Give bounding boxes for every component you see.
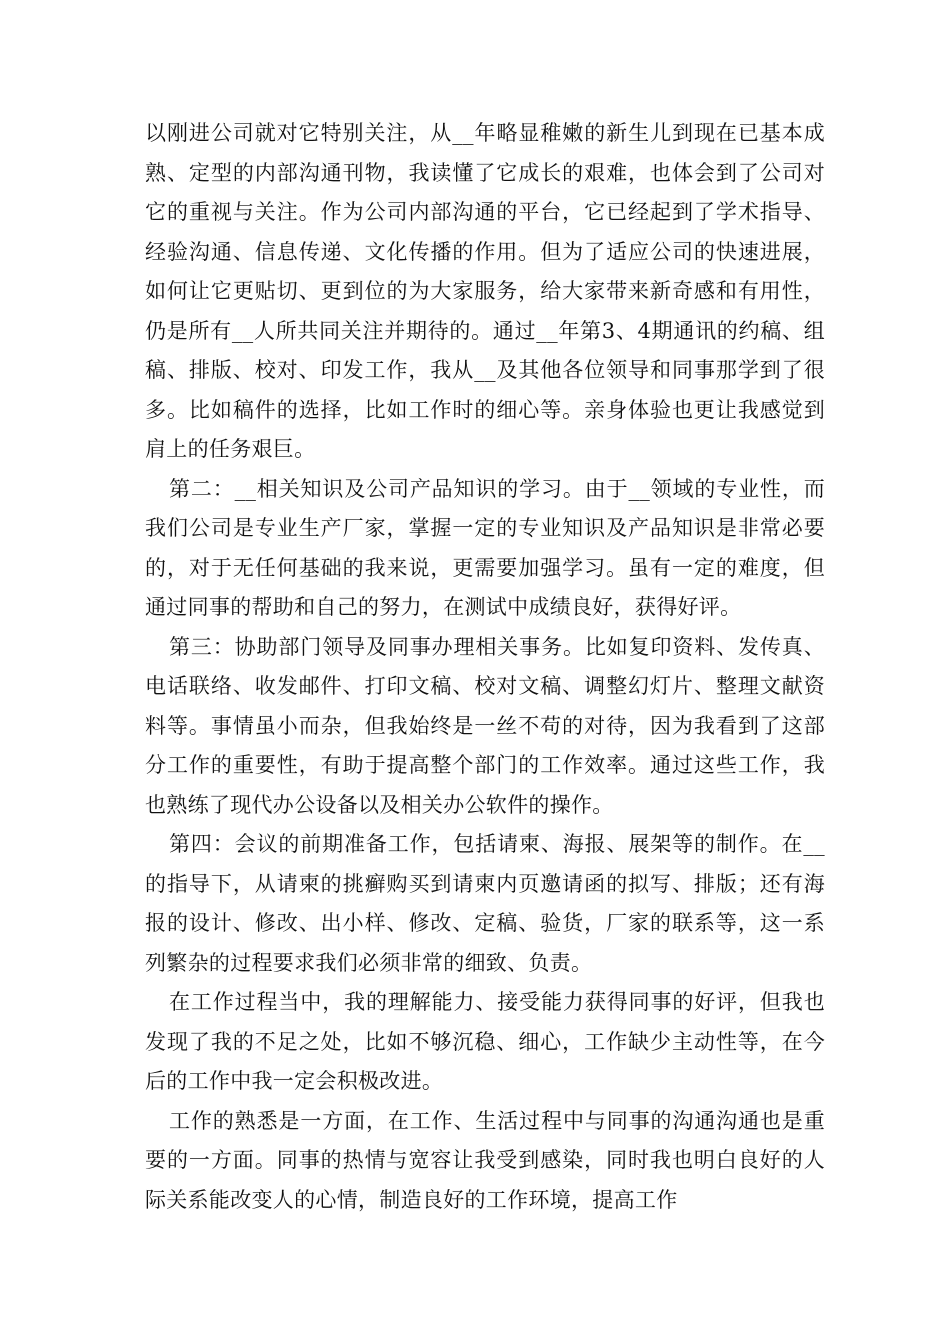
paragraph-third: 第三：协助部门领导及同事办理相关事务。比如复印资料、发传真、电话联络、收发邮件、打印文稿、校对文稿、调整幻灯片、整理文献资料等。事情虽小而杂，但我始终是一丝不苟的对待，因为我看到了这部分工作的重要性，有助于提高整个部门的工作效率。通过这些工作，我也熟练了现代办公设备以及相关办公软件的操作。 — [145, 634, 825, 817]
paragraph-second: 第二：__相关知识及公司产品知识的学习。由于__领域的专业性，而我们公司是专业生产厂家，掌握一定的专业知识及产品知识是非常必要的，对于无任何基础的我来说，更需要加强学习。虽有一定的难度，但通过同事的帮助和自己的努力，在测试中成绩良好，获得好评。 — [145, 476, 825, 619]
document-body — [145, 114, 825, 1220]
paragraph-self-assessment: 在工作过程当中，我的理解能力、接受能力获得同事的好评，但我也发现了我的不足之处，比如不够沉稳、细心，工作缺少主动性等，在今后的工作中我一定会积极改进。 — [145, 990, 825, 1093]
paragraph-fourth: 第四：会议的前期准备工作，包括请柬、海报、展架等的制作。在__的指导下，从请柬的挑癣购买到请柬内页邀请函的拟写、排版；还有海报的设计、修改、出小样、修改、定稿、验货，厂家的联系等，这一系列繁杂的过程要求我们必须非常的细致、负责。 — [145, 832, 825, 975]
paragraph-continuation: 以刚进公司就对它特别关注，从__年略显稚嫩的新生儿到现在已基本成熟、定型的内部沟通刊物，我读懂了它成长的艰难，也体会到了公司对它的重视与关注。作为公司内部沟通的平台，它已经起到了学术指导、经验沟通、信息传递、文化传播的作用。但为了适应公司的快速进展，如何让它更贴切、更到位的为大家服务，给大家带来新奇感和有用性，仍是所有__人所共同关注并期待的。通过__年第3、4期通讯的约稿、组稿、排版、校对、印发工作，我从__及其他各位领导和同事那学到了很多。比如稿件的选择，比如工作时的细心等。亲身体验也更让我感觉到肩上的任务艰巨。 — [145, 121, 825, 461]
paragraph-communication: 工作的熟悉是一方面，在工作、生活过程中与同事的沟通沟通也是重要的一方面。同事的热情与宽容让我受到感染，同时我也明白良好的人际关系能改变人的心情，制造良好的工作环境，提高工作 — [145, 1108, 825, 1212]
